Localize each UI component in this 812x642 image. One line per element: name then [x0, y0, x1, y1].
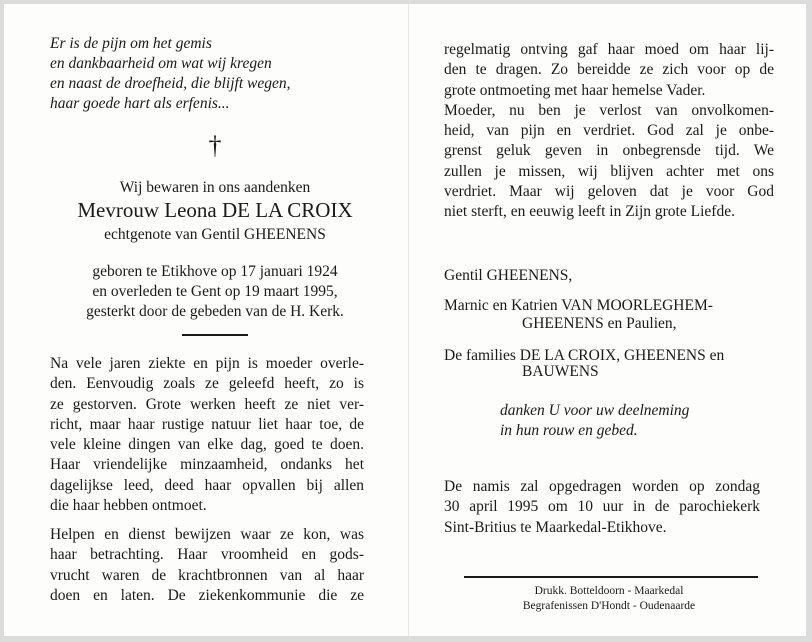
text-line: richt, maar haar rustige natuur liet haar toe, de [50, 415, 364, 433]
poem-line: en dankbaarheid om wat wij kregen [50, 55, 272, 72]
family-families-cont: BAUWENS [522, 363, 599, 380]
family-spouse: Gentil GHEENENS, [444, 267, 573, 284]
poem [50, 34, 291, 114]
card-fold [408, 4, 409, 636]
text-line: haar betrachting. Haar vroomheid en gods- [50, 546, 364, 564]
text-line: Sint-Britius te Maarkedal-Etikhove. [444, 518, 667, 536]
sacrament-line: gesterkt door de gebeden van de H. Kerk. [86, 303, 344, 320]
divider [182, 334, 248, 336]
text-line: den te dragen. Zo bereidde ze zich voor op de [444, 61, 774, 79]
text-line: Helpen en dienst bewijzen waar ze kon, was [50, 526, 364, 543]
memorial-card [4, 4, 806, 636]
death-line: en overleden te Gent op 19 maart 1995, [92, 283, 338, 300]
text-line: grote ontmoeting met haar hemelse Vader. [444, 81, 706, 99]
thanks-line: in hun rouw en gebed. [500, 422, 638, 439]
text-line: verdriet. Maar wij geloven dat je voor God [444, 183, 774, 201]
text-line: zullen je missen, wij blijven achter met ons [444, 162, 774, 180]
text-line: 30 april 1995 om 10 uur in de parochiekerk [444, 498, 760, 516]
text-line: die haar hebben ontmoet. [50, 497, 207, 515]
birth-death-info [50, 262, 380, 322]
spouse-line: echtgenote van Gentil GHEENENS [104, 226, 326, 243]
poem-line: en naast de droefheid, die blijft wegen, [50, 75, 291, 92]
text-line: Haar vriendelijke minzaamheid, ondanks het [50, 456, 364, 474]
thanks-message [500, 401, 689, 441]
family-children-cont: GHEENENS en Paulien, [522, 315, 677, 332]
paragraph-continuation [444, 40, 774, 223]
poem-line: haar goede hart als erfenis... [50, 95, 230, 112]
text-line: regelmatig ontving gaf haar moed om haar lij- [444, 41, 774, 58]
paragraph-devotion [50, 525, 364, 606]
text-line: doen en laten. De ziekenkommunie die ze [50, 586, 364, 604]
family-children: Marnic en Katrien VAN MOORLEGHEM- [444, 297, 713, 314]
thanks-line: danken U voor uw deelneming [500, 402, 690, 419]
footer-divider [464, 576, 758, 578]
text-line: vele kleine dingen van elke dag, goed te doen. [50, 436, 364, 454]
paragraph-life [50, 354, 364, 516]
poem-line: Er is de pijn om het gemis [50, 35, 212, 52]
text-line: heid, van pijn en verdriet. God zal je onbe- [444, 122, 774, 140]
cross-icon: † [208, 131, 222, 160]
text-line: den. Eenvoudig zoals ze geleefd heeft, zo is [50, 375, 364, 393]
text-line: grenst geluk geven in onbegrensde tijd. We [444, 142, 774, 160]
text-line: dagelijkse leed, deed haar opvallen bij allen [50, 476, 364, 494]
text-line: vrucht waren de krachtbronnen van al haar [50, 566, 364, 584]
text-line: Moeder, nu ben je verlost van onvolkomen- [444, 101, 774, 119]
birth-line: geboren te Etikhove op 17 januari 1924 [92, 263, 338, 280]
deceased-name: Mevrouw Leona DE LA CROIX [77, 198, 353, 222]
mass-announcement [444, 477, 760, 538]
text-line: De namis zal opgedragen worden op zondag [444, 478, 760, 495]
funeral-home-credit: Begrafenissen D'Hondt - Oudenaarde [522, 600, 696, 612]
family-families: De families DE LA CROIX, GHEENENS en [444, 347, 725, 364]
text-line: Na vele jaren ziekte en pijn is moeder overle- [50, 355, 364, 372]
printer-credit: Drukk. Botteldoorn - Maarkedal [534, 585, 684, 597]
text-line: ze gestorven. Grote werken heeft ze niet ver- [50, 395, 364, 413]
text-line: niet sterft, en eeuwig leeft in Zijn grote Liefde. [444, 203, 735, 221]
memorial-intro: Wij bewaren in ons aandenken [119, 179, 311, 196]
